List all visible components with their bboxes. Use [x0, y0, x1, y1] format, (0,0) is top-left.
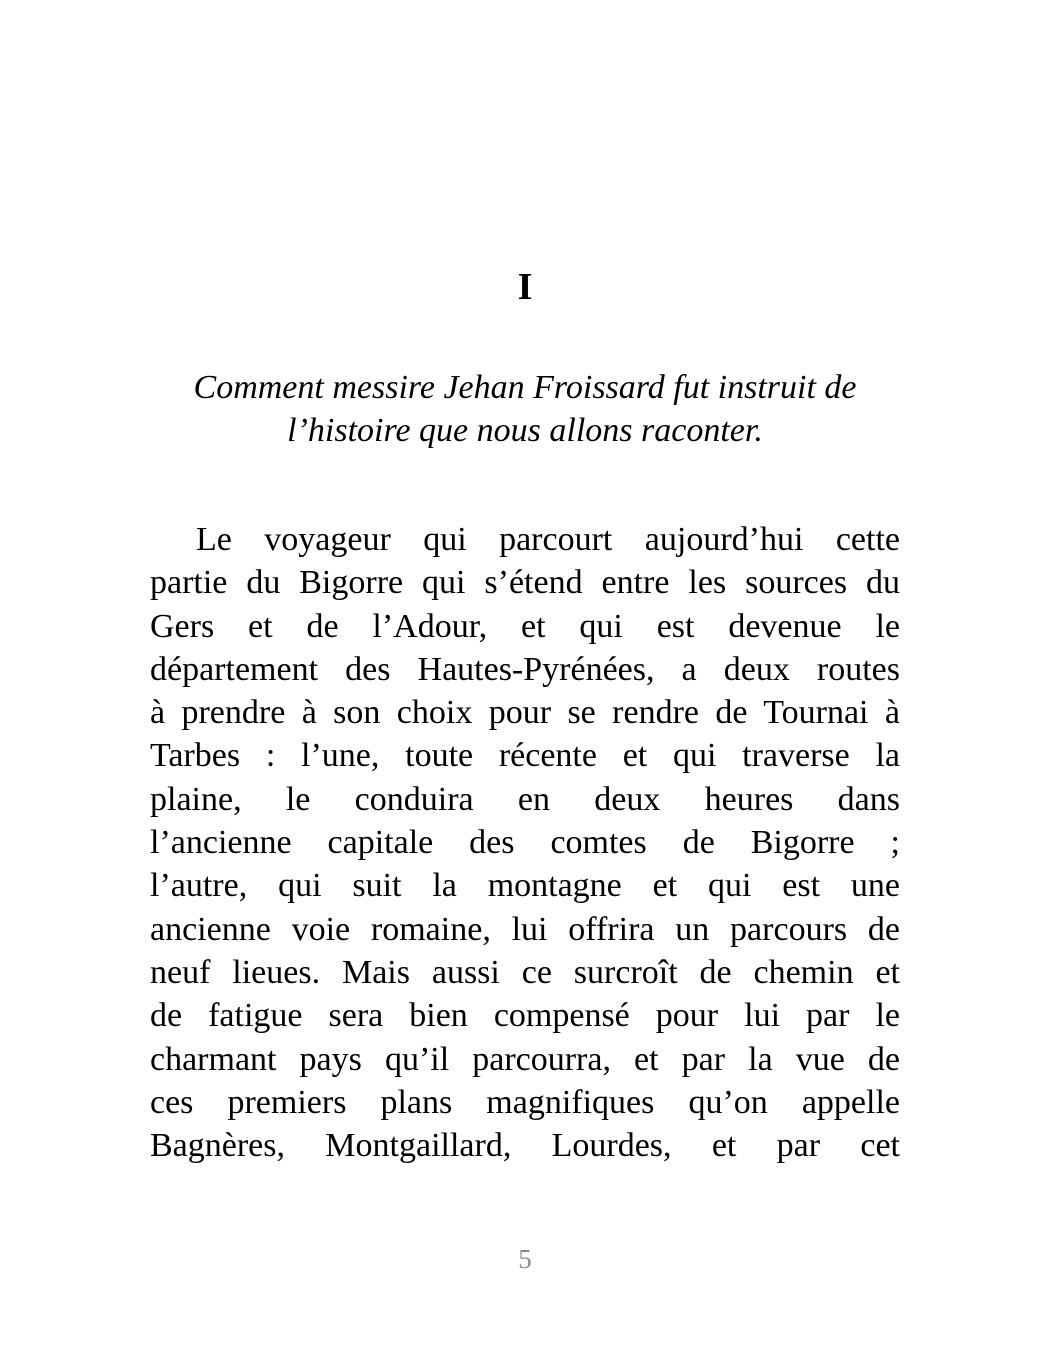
- text-line: partie du Bigorre qui s’étend entre les sources du: [150, 564, 900, 602]
- text-line: charmant pays qu’il parcourra, et par la vue de: [150, 1040, 900, 1078]
- text-line: l’ancienne capitale des comtes de Bigorre ;: [150, 824, 900, 862]
- chapter-number: I: [517, 266, 533, 308]
- body-paragraph: [150, 518, 900, 1167]
- text-line: l’autre, qui suit la montagne et qui est une: [150, 867, 900, 905]
- chapter-subtitle-line-2: l’histoire que nous allons raconter.: [287, 412, 763, 449]
- text-line: de fatigue sera bien compensé pour lui par le: [150, 997, 900, 1035]
- text-line: ces premiers plans magnifiques qu’on appelle: [150, 1083, 900, 1121]
- text-line: ancienne voie romaine, lui offrira un parcours de: [150, 910, 900, 948]
- chapter-subtitle: [150, 366, 900, 452]
- text-line: plaine, le conduira en deux heures dans: [150, 780, 900, 818]
- text-line: département des Hautes-Pyrénées, a deux routes: [150, 650, 900, 688]
- text-line: Bagnères, Montgaillard, Lourdes, et par cet: [150, 1127, 900, 1165]
- text-line: Le voyageur qui parcourt aujourd’hui cette: [196, 521, 900, 558]
- text-line: Tarbes : l’une, toute récente et qui traverse la: [150, 737, 900, 775]
- text-line: neuf lieues. Mais aussi ce surcroît de chemin et: [150, 953, 900, 991]
- text-line: Gers et de l’Adour, et qui est devenue le: [150, 607, 900, 645]
- chapter-subtitle-line-1: Comment messire Jehan Froissard fut instruit de: [193, 369, 857, 406]
- page-number: 5: [518, 1244, 532, 1274]
- text-line: à prendre à son choix pour se rendre de Tournai à: [150, 694, 900, 732]
